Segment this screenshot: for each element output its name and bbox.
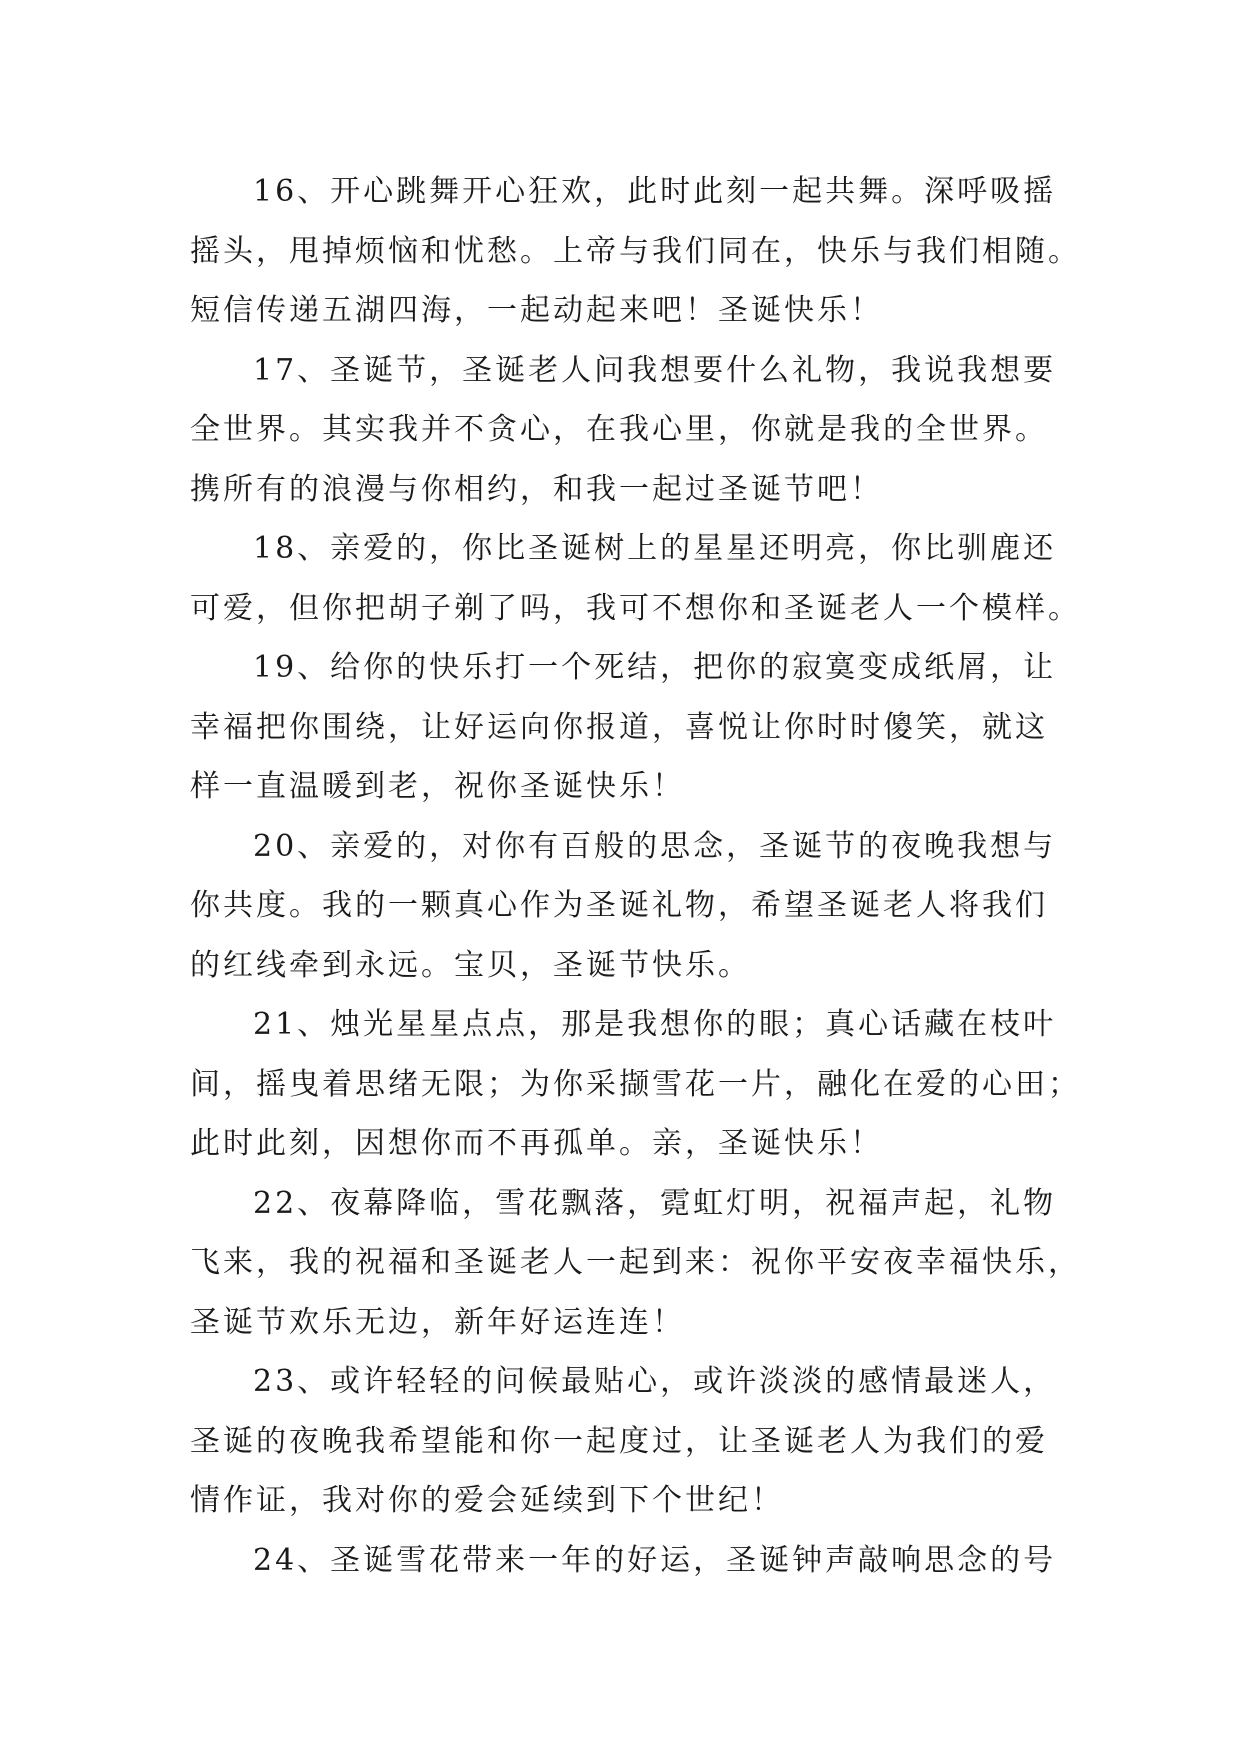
paragraph-22 bbox=[190, 1174, 1081, 1353]
paragraph-line: 此时此刻，因想你而不再孤单。亲，圣诞快乐！ bbox=[190, 1126, 883, 1161]
document-body bbox=[190, 162, 1081, 1590]
paragraph-line: 你共度。我的一颗真心作为圣诞礼物，希望圣诞老人将我们 bbox=[190, 888, 1048, 923]
paragraph-line: 飞来，我的祝福和圣诞老人一起到来：祝你平安夜幸福快乐， bbox=[190, 1245, 1081, 1280]
paragraph-line: 的红线牵到永远。宝贝，圣诞节快乐。 bbox=[190, 947, 751, 983]
paragraph-line: 短信传递五湖四海，一起动起来吧！圣诞快乐！ bbox=[190, 293, 883, 328]
paragraph-18 bbox=[190, 519, 1081, 638]
paragraph-line: 间，摇曳着思绪无限；为你采撷雪花一片，融化在爱的心田； bbox=[190, 1066, 1081, 1102]
paragraph-23 bbox=[190, 1352, 1057, 1531]
paragraph-line: 全世界。其实我并不贪心，在我心里，你就是我的全世界。 bbox=[190, 412, 1048, 447]
paragraph-line: 可爱，但你把胡子剃了吗，我可不想你和圣诞老人一个模样。 bbox=[190, 590, 1081, 626]
paragraph-line: 21、烛光星星点点，那是我想你的眼；真心话藏在枝叶 bbox=[253, 1007, 1057, 1042]
paragraph-line: 16、开心跳舞开心狂欢，此时此刻一起共舞。深呼吸摇 bbox=[253, 174, 1057, 209]
paragraph-16 bbox=[190, 162, 1081, 341]
paragraph-line: 样一直温暖到老，祝你圣诞快乐！ bbox=[190, 769, 685, 804]
paragraph-20 bbox=[190, 817, 1057, 996]
paragraph-line: 18、亲爱的，你比圣诞树上的星星还明亮，你比驯鹿还 bbox=[253, 531, 1057, 566]
paragraph-line: 圣诞的夜晚我希望能和你一起度过，让圣诞老人为我们的爱 bbox=[190, 1423, 1048, 1459]
paragraph-line: 携所有的浪漫与你相约，和我一起过圣诞节吧！ bbox=[190, 471, 883, 507]
paragraph-line: 20、亲爱的，对你有百般的思念，圣诞节的夜晚我想与 bbox=[253, 828, 1057, 864]
paragraph-17 bbox=[190, 341, 1057, 520]
paragraph-24 bbox=[190, 1531, 1057, 1591]
paragraph-line: 幸福把你围绕，让好运向你报道，喜悦让你时时傻笑，就这 bbox=[190, 709, 1048, 745]
paragraph-19 bbox=[190, 638, 1057, 817]
paragraph-line: 圣诞节欢乐无边，新年好运连连！ bbox=[190, 1304, 685, 1340]
paragraph-line: 24、圣诞雪花带来一年的好运，圣诞钟声敲响思念的号 bbox=[253, 1542, 1057, 1578]
paragraph-line: 23、或许轻轻的问候最贴心，或许淡淡的感情最迷人， bbox=[253, 1364, 1057, 1399]
paragraph-line: 17、圣诞节，圣诞老人问我想要什么礼物，我说我想要 bbox=[253, 352, 1057, 388]
paragraph-line: 19、给你的快乐打一个死结，把你的寂寞变成纸屑，让 bbox=[253, 650, 1057, 685]
paragraph-line: 22、夜幕降临，雪花飘落，霓虹灯明，祝福声起，礼物 bbox=[253, 1185, 1057, 1221]
paragraph-21 bbox=[190, 995, 1081, 1174]
paragraph-line: 情作证，我对你的爱会延续到下个世纪！ bbox=[190, 1483, 784, 1518]
paragraph-line: 摇头，甩掉烦恼和忧愁。上帝与我们同在，快乐与我们相随。 bbox=[190, 233, 1081, 269]
